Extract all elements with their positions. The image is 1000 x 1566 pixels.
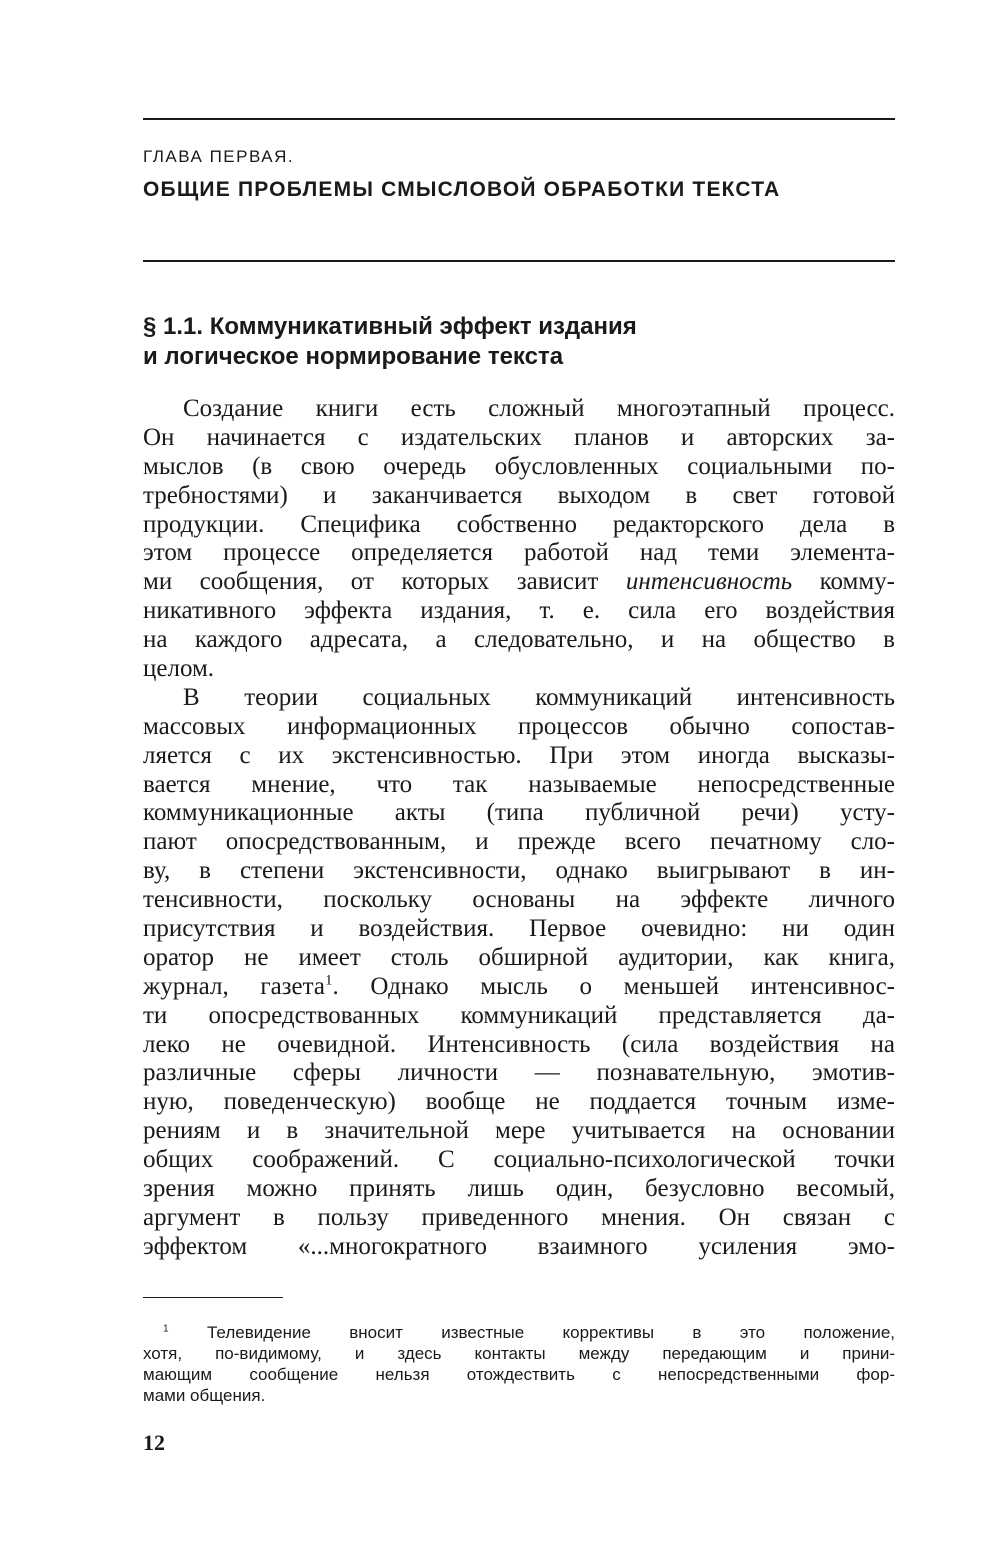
text-line: Он начинается с издательских планов и авторских за- [143,423,895,451]
text-line: оратор не имеет столь обширной аудитории, как книга, [143,943,895,971]
text-line: аргумент в пользу приведенного мнения. Он связан с [143,1203,895,1231]
page-number: 12 [143,1430,165,1455]
chapter-label: ГЛАВА ПЕРВАЯ. [143,147,295,166]
text-line: пают опосредствованным, и прежде всего печатному сло- [143,828,895,856]
text-line: продукции. Специфика собственно редакторского дела в [143,510,895,538]
body-text [143,395,895,1262]
text-line: Создание книги есть сложный многоэтапный процесс. [183,395,895,422]
footnote-line: мами общения. [143,1386,266,1405]
text-line: эффектом «...многократного взаимного усиления эмо- [143,1232,895,1260]
text-line: ную, поведенческую) вообще не поддается точным изме- [143,1088,895,1116]
text-line: целом. [143,655,215,683]
text-fragment: журнал, газета [143,972,325,1000]
text-fragment: Телевидение вносит известные коррективы в это положение, [168,1323,895,1342]
text-line: леко не очевидной. Интенсивность (сила воздействия на [143,1030,895,1058]
text-fragment: комму- [792,568,895,596]
text-line: общих соображений. С социально-психологической точки [143,1146,895,1174]
footnote-line [143,1322,895,1343]
footnote [143,1322,895,1406]
text-line: рениям и в значительной мере учитывается на основании [143,1117,895,1145]
text-line: вается мнение, что так называемые непосредственные [143,770,895,798]
text-line: мыслов (в свою очередь обусловленных социальными по- [143,452,895,480]
text-line: зрения можно принять лишь один, безусловно весомый, [143,1175,895,1203]
text-line: ти опосредствованных коммуникаций представляется да- [143,1001,895,1029]
section-heading-line-1: § 1.1. Коммуникативный эффект издания [143,313,637,340]
footnote-line: хотя, по-видимому, и здесь контакты между передающим и прини- [143,1344,895,1363]
text-line [143,568,895,597]
text-line: требностями) и заканчивается выходом в свет готовой [143,481,895,509]
text-line: различные сферы личности — познавательную, эмотив- [143,1059,895,1087]
text-fragment: ми сообщения, от которых зависит [143,568,626,596]
text-line: никативного эффекта издания, т. е. сила его воздействия [143,597,895,625]
section-heading-line-2: и логическое нормирование текста [143,343,564,370]
italic-term: интенсивность [625,568,793,596]
footnote-line: мающим сообщение нельзя отождествить с непосредственными фор- [143,1365,895,1384]
footnote-reference[interactable]: 1 [324,972,333,989]
chapter-rule [143,260,895,262]
text-line: присутствия и воздействия. Первое очевидно: ни один [143,915,895,943]
top-rule [143,118,895,120]
text-line: тенсивности, поскольку основаны на эффекте личного [143,886,895,914]
text-line: массовых информационных процессов обычно сопостав- [143,712,895,740]
text-line: ляется с их экстенсивностью. При этом иногда высказы- [143,741,895,769]
text-line: коммуникационные акты (типа публичной речи) усту- [143,799,895,827]
footnote-marker: 1 [163,1323,169,1335]
text-fragment: . Однако мысль о меньшей интенсивнос- [332,972,895,1000]
text-line: ву, в степени экстенсивности, однако выигрывают в ин- [143,857,895,885]
text-line [143,973,895,1002]
section-heading [143,312,895,372]
text-line: В теории социальных коммуникаций интенсивность [183,683,895,711]
text-line: на каждого адресата, а следовательно, и на общество в [143,626,895,654]
text-line: этом процессе определяется работой над теми элемента- [143,539,895,567]
chapter-title: ОБЩИЕ ПРОБЛЕМЫ СМЫСЛОВОЙ ОБРАБОТКИ ТЕКСТА [143,178,781,201]
footnote-rule [143,1297,283,1298]
